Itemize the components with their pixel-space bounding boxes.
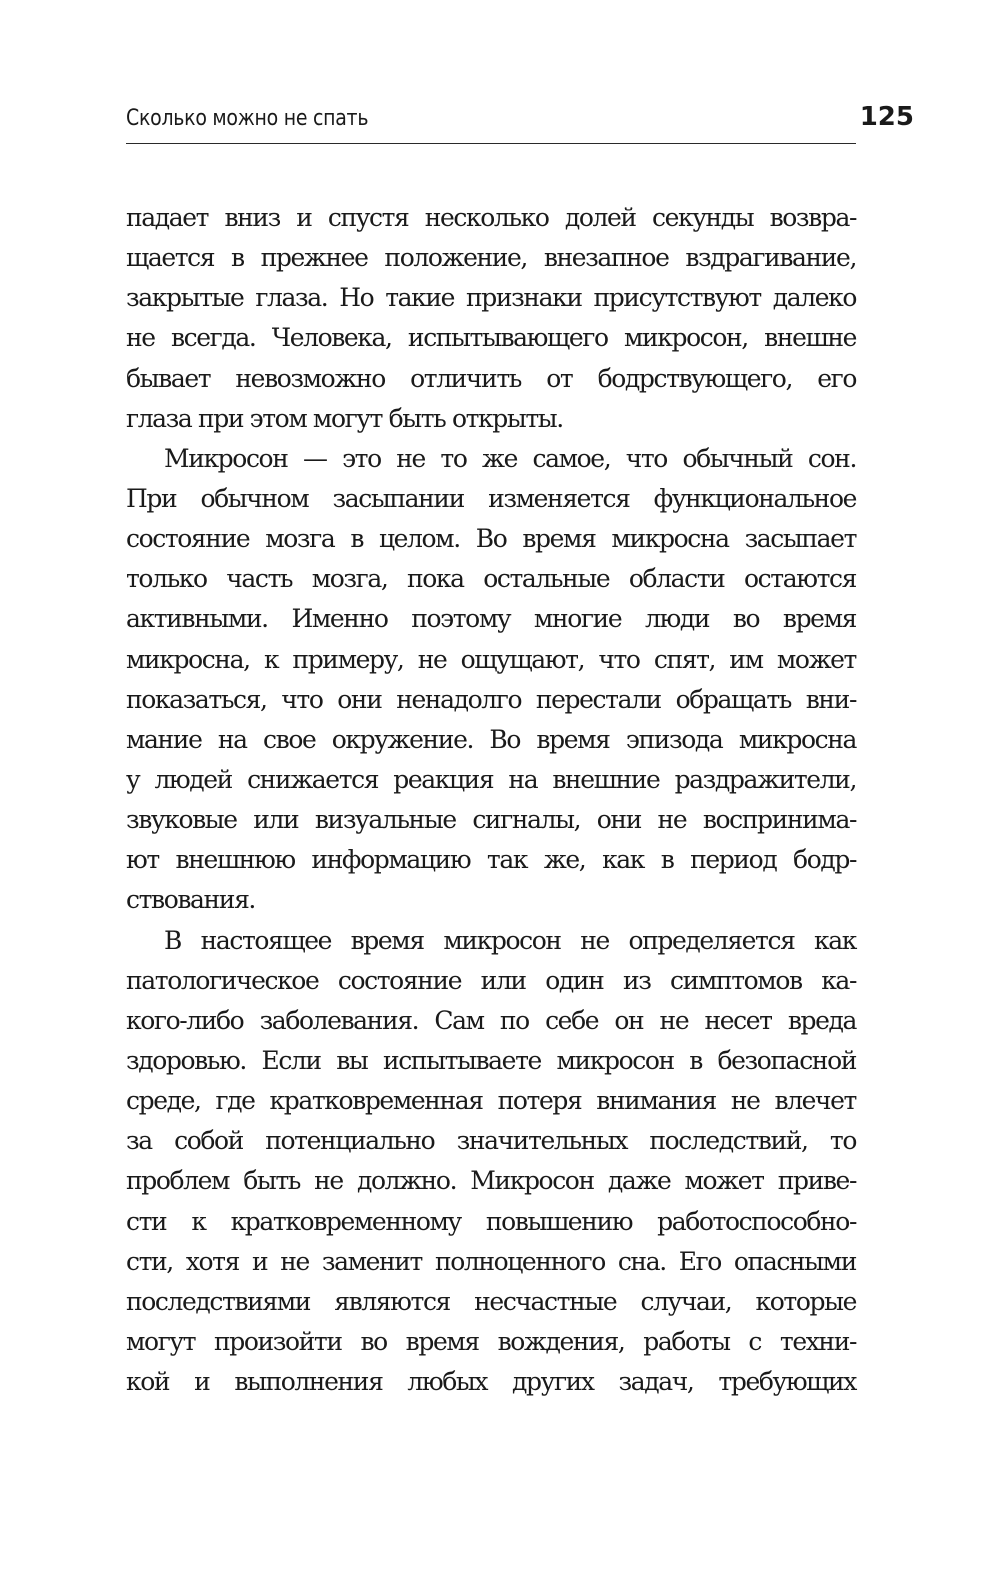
- text-line: состояние мозга в целом. Во время микросна засыпает: [126, 524, 856, 554]
- text-line: падает вниз и спустя несколько долей секунды возвра-: [126, 203, 856, 232]
- text-line: микросна, к примеру, не ощущают, что спят, им может: [126, 644, 856, 674]
- header-rule: [126, 143, 856, 144]
- text-line: патологическое состояние или один из симптомов ка-: [126, 965, 856, 995]
- text-line: бывает невозможно отличить от бодрствующего, его: [126, 363, 856, 393]
- paragraph: [126, 921, 856, 1403]
- text-line: ствования.: [126, 885, 255, 915]
- text-line: здоровью. Если вы испытываете микросон в безопасной: [126, 1045, 856, 1075]
- paragraph: [126, 439, 856, 921]
- text-line: не всегда. Человека, испытывающего микросон, внешне: [126, 323, 856, 353]
- page-number: 125: [859, 102, 914, 132]
- text-line: мание на свое окружение. Во время эпизода микросна: [126, 724, 856, 754]
- text-line: щается в прежнее положение, внезапное вздрагивание,: [126, 243, 856, 273]
- text-line: за собой потенциально значительных последствий, то: [126, 1126, 856, 1156]
- text-line: проблем быть не должно. Микросон даже может приве-: [126, 1166, 856, 1196]
- text-line: кой и выполнения любых других задач, требующих: [126, 1367, 856, 1397]
- text-line: сти к кратковременному повышению работоспособно-: [126, 1206, 856, 1236]
- text-line: среде, где кратковременная потеря внимания не влечет: [126, 1086, 856, 1116]
- body-text: [126, 198, 856, 1402]
- text-line: глаза при этом могут быть открыты.: [126, 403, 563, 433]
- text-line: В настоящее время микросон не определяется как: [164, 925, 856, 955]
- text-line: активными. Именно поэтому многие люди во время: [126, 604, 856, 634]
- text-line: закрытые глаза. Но такие признаки присутствуют далеко: [126, 283, 856, 313]
- text-line: Микросон — это не то же самое, что обычный сон.: [164, 443, 856, 473]
- text-line: у людей снижается реакция на внешние раздражители,: [126, 764, 856, 794]
- text-line: только часть мозга, пока остальные области остаются: [126, 564, 856, 594]
- text-line: ют внешнюю информацию так же, как в период бодр-: [126, 845, 856, 875]
- text-line: кого-либо заболевания. Сам по себе он не несет вреда: [126, 1005, 856, 1035]
- text-line: могут произойти во время вождения, работы с техни-: [126, 1326, 856, 1356]
- text-line: При обычном засыпании изменяется функциональное: [126, 483, 856, 513]
- text-line: сти, хотя и не заменит полноценного сна. Его опасными: [126, 1246, 856, 1276]
- text-line: звуковые или визуальные сигналы, они не воспринима-: [126, 805, 856, 835]
- text-line: показаться, что они ненадолго перестали обращать вни-: [126, 684, 856, 714]
- running-header: [126, 100, 914, 144]
- running-title: Сколько можно не спать: [126, 106, 369, 131]
- text-line: последствиями являются несчастные случаи, которые: [126, 1286, 856, 1316]
- paragraph: [126, 198, 856, 439]
